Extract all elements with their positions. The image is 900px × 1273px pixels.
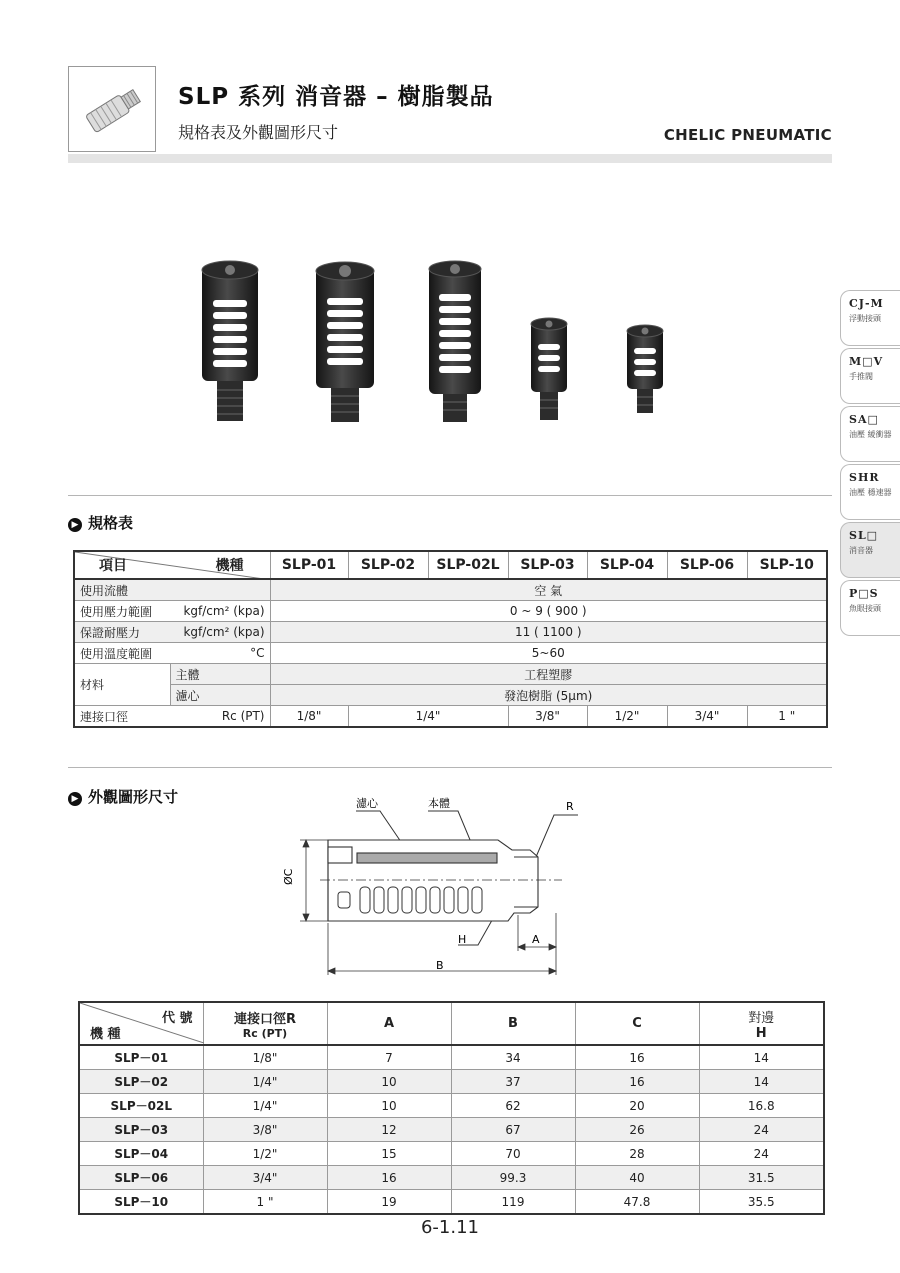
side-tab-code: SHR <box>849 471 880 484</box>
drawing-section-title-text: 外觀圖形尺寸 <box>88 788 179 806</box>
dim-c: 26 <box>575 1118 699 1142</box>
side-tab-code: M□V <box>849 355 884 368</box>
dim-model: SLP－06 <box>79 1166 203 1190</box>
dim-port: 1/8" <box>203 1045 327 1070</box>
dim-col-h <box>699 1002 824 1045</box>
dim-h: 14 <box>699 1070 824 1094</box>
r-label: R <box>566 800 574 813</box>
dim-corner-bottom: 機 種 <box>90 1027 121 1042</box>
body-label: 本體 <box>428 797 450 810</box>
side-tab-code: SL□ <box>849 529 879 542</box>
spec-header-row <box>74 551 827 579</box>
spec-value: 工程塑膠 <box>270 664 827 685</box>
dim-a: 19 <box>327 1190 451 1215</box>
side-tab-code: CJ-M <box>849 297 884 310</box>
spec-model-header: SLP-04 <box>587 551 667 579</box>
arrow-bullet-icon: ▶ <box>68 792 82 806</box>
spec-label: 連接口徑 <box>74 706 170 728</box>
dim-b: 37 <box>451 1070 575 1094</box>
dim-col-h-line2: H <box>755 1025 767 1041</box>
filter-label: 濾心 <box>356 797 378 810</box>
dim-a: 10 <box>327 1070 451 1094</box>
spec-model-header: SLP-02L <box>428 551 508 579</box>
spec-sublabel: 濾心 <box>170 685 270 706</box>
header-bar <box>68 154 832 163</box>
dim-model: SLP－02 <box>79 1070 203 1094</box>
page-number: 6-1.11 <box>420 1217 480 1238</box>
dim-h: 24 <box>699 1142 824 1166</box>
dim-c: 20 <box>575 1094 699 1118</box>
dim-col-b: B <box>451 1002 575 1045</box>
a-label: A <box>532 933 540 946</box>
side-tab-m-v[interactable] <box>840 348 900 404</box>
spec-row-port <box>74 706 827 728</box>
side-tab-name: 消音器 <box>849 546 873 555</box>
section-divider <box>68 767 832 768</box>
dim-b: 119 <box>451 1190 575 1215</box>
dimension-drawing <box>270 795 590 980</box>
dim-h: 24 <box>699 1118 824 1142</box>
side-tab-sl[interactable] <box>840 522 900 578</box>
side-tab-code: SA□ <box>849 413 879 426</box>
spec-row-temp <box>74 643 827 664</box>
dim-b: 99.3 <box>451 1166 575 1190</box>
dim-port: 1/4" <box>203 1070 327 1094</box>
side-tab-sa[interactable] <box>840 406 900 462</box>
b-label: B <box>436 959 444 972</box>
spec-corner-cell <box>74 551 270 579</box>
dim-corner-top: 代 號 <box>161 1011 193 1026</box>
side-tab-cj-m[interactable] <box>840 290 900 346</box>
dim-col-port <box>203 1002 327 1045</box>
dim-row <box>79 1045 824 1070</box>
dim-model: SLP－02L <box>79 1094 203 1118</box>
dim-row <box>79 1142 824 1166</box>
silencer-large-1 <box>202 261 258 421</box>
dim-b: 62 <box>451 1094 575 1118</box>
side-tab-name: 手推閥 <box>849 372 873 381</box>
dim-c: 16 <box>575 1070 699 1094</box>
spec-model-header: SLP-03 <box>508 551 587 579</box>
dim-header-row <box>79 1002 824 1045</box>
product-photo <box>170 240 710 440</box>
side-tab-code: P□S <box>849 587 879 600</box>
dim-c: 28 <box>575 1142 699 1166</box>
spec-corner-right: 機種 <box>215 558 244 574</box>
spec-unit: Rc (PT) <box>170 706 270 728</box>
dim-b: 70 <box>451 1142 575 1166</box>
c-label: ØC <box>282 868 295 885</box>
spec-port-value: 3/4" <box>667 706 747 728</box>
spec-value: 空 氣 <box>270 579 827 601</box>
side-tab-shr[interactable] <box>840 464 900 520</box>
spec-port-value: 3/8" <box>508 706 587 728</box>
spec-label: 使用流體 <box>74 579 270 601</box>
arrow-bullet-icon: ▶ <box>68 518 82 532</box>
dim-a: 12 <box>327 1118 451 1142</box>
spec-label: 保證耐壓力 <box>74 622 170 643</box>
brand-name: CHELIC PNEUMATIC <box>663 126 832 144</box>
dim-col-port-line2: Rc (PT) <box>242 1026 288 1040</box>
spec-model-header: SLP-10 <box>747 551 827 579</box>
spec-value: 5~60 <box>270 643 827 664</box>
side-tab-name: 魚眼接頭 <box>849 604 881 613</box>
dim-h: 14 <box>699 1045 824 1070</box>
dim-c: 16 <box>575 1045 699 1070</box>
spec-table <box>73 550 828 728</box>
dim-corner-cell <box>79 1002 203 1045</box>
dim-a: 15 <box>327 1142 451 1166</box>
dim-port: 1/4" <box>203 1094 327 1118</box>
spec-row-material-body <box>74 664 827 685</box>
side-tab-name: 浮動接頭 <box>849 314 881 323</box>
spec-section-title-text: 規格表 <box>88 514 134 532</box>
spec-model-header: SLP-01 <box>270 551 348 579</box>
spec-unit: kgf/cm² (kpa) <box>170 601 270 622</box>
dim-row <box>79 1094 824 1118</box>
dim-model: SLP－01 <box>79 1045 203 1070</box>
silencer-thumbnail-icon <box>69 67 155 151</box>
dim-port: 1 " <box>203 1190 327 1215</box>
spec-value: 發泡樹脂 (5μm) <box>270 685 827 706</box>
dim-row <box>79 1070 824 1094</box>
dim-port: 3/8" <box>203 1118 327 1142</box>
dim-col-a: A <box>327 1002 451 1045</box>
spec-row-material-filter <box>74 685 827 706</box>
spec-port-value: 1 " <box>747 706 827 728</box>
dim-a: 10 <box>327 1094 451 1118</box>
dim-model: SLP－04 <box>79 1142 203 1166</box>
spec-row-pressure <box>74 601 827 622</box>
drawing-section-title <box>68 786 178 807</box>
dim-col-port-line1: 連接口徑R <box>233 1011 296 1027</box>
spec-row-fluid <box>74 579 827 601</box>
page-title: SLP 系列 消音器 – 樹脂製品 <box>178 84 494 110</box>
side-tabs <box>840 290 900 638</box>
side-tab-p-s[interactable] <box>840 580 900 636</box>
dim-col-h-line1: 對邊 <box>748 1010 775 1026</box>
spec-model-header: SLP-06 <box>667 551 747 579</box>
dim-port: 1/2" <box>203 1142 327 1166</box>
dim-model: SLP－10 <box>79 1190 203 1215</box>
product-thumbnail <box>68 66 156 152</box>
silencer-large-3 <box>429 261 481 422</box>
page-subtitle: 規格表及外觀圖形尺寸 <box>178 123 339 142</box>
spec-label: 使用溫度範圍 <box>74 643 170 664</box>
spec-value: 0 ~ 9 ( 900 ) <box>270 601 827 622</box>
dim-row <box>79 1166 824 1190</box>
spec-unit: kgf/cm² (kpa) <box>170 622 270 643</box>
silencer-small-2 <box>627 325 663 413</box>
dim-c: 40 <box>575 1166 699 1190</box>
spec-sublabel: 主體 <box>170 664 270 685</box>
spec-row-proof <box>74 622 827 643</box>
dim-h: 31.5 <box>699 1166 824 1190</box>
dim-b: 34 <box>451 1045 575 1070</box>
dim-a: 16 <box>327 1166 451 1190</box>
silencer-small-1 <box>531 318 567 420</box>
dim-h: 16.8 <box>699 1094 824 1118</box>
dim-row <box>79 1190 824 1215</box>
dim-c: 47.8 <box>575 1190 699 1215</box>
spec-port-value: 1/2" <box>587 706 667 728</box>
spec-value: 11 ( 1100 ) <box>270 622 827 643</box>
spec-label: 材料 <box>74 664 170 706</box>
dim-h: 35.5 <box>699 1190 824 1215</box>
dim-model: SLP－03 <box>79 1118 203 1142</box>
dimension-table <box>78 1001 825 1215</box>
dim-row <box>79 1118 824 1142</box>
spec-label: 使用壓力範圍 <box>74 601 170 622</box>
side-tab-name: 油壓 穩速器 <box>849 488 892 497</box>
spec-port-value: 1/4" <box>348 706 508 728</box>
spec-model-header: SLP-02 <box>348 551 428 579</box>
section-divider <box>68 495 832 496</box>
h-label: H <box>458 933 467 946</box>
spec-corner-left: 項目 <box>99 558 127 574</box>
spec-port-value: 1/8" <box>270 706 348 728</box>
dim-col-c: C <box>575 1002 699 1045</box>
dim-port: 3/4" <box>203 1166 327 1190</box>
dim-b: 67 <box>451 1118 575 1142</box>
spec-unit: °C <box>170 643 270 664</box>
spec-section-title <box>68 512 133 533</box>
dim-a: 7 <box>327 1045 451 1070</box>
side-tab-name: 油壓 緩衝器 <box>849 430 892 439</box>
silencer-large-2 <box>316 262 374 422</box>
